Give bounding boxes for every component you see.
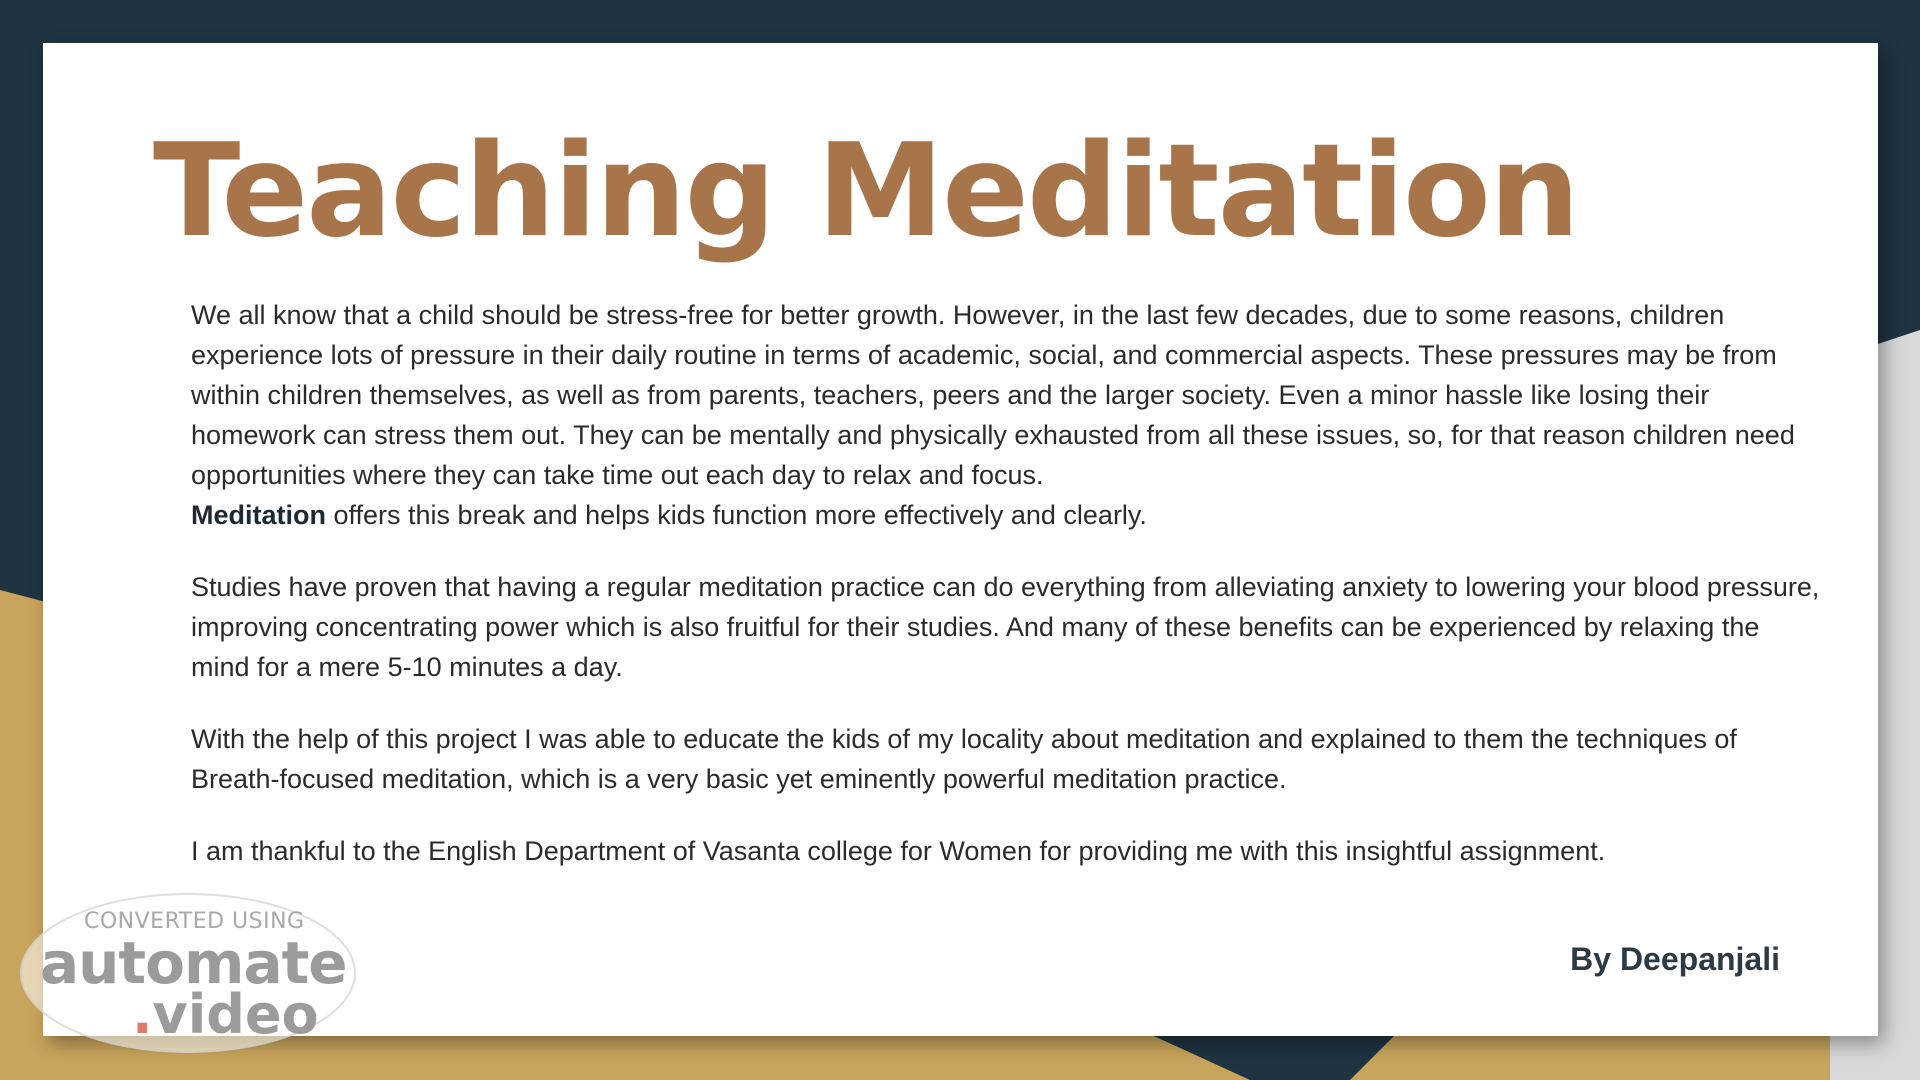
paragraph-studies: Studies have proven that having a regular meditation practice can do everything from alleviating anxiety to lowering your blood pressure, improving concentrating power which is also fruitful for their studies. And many of these benefits can be experienced by relaxing the mind for a mere 5-10 minutes a day. — [191, 572, 1820, 682]
meditation-bold-term: Meditation — [191, 500, 326, 530]
paragraph-intro — [191, 295, 1821, 535]
watermark-automate-text: automate — [40, 929, 347, 997]
paragraph-project: With the help of this project I was able to educate the kids of my locality about meditation and explained to them the techniques of Breath-focused meditation, which is a very basic yet eminently powerful meditation practice. — [191, 724, 1737, 794]
paragraph-intro-continuation: offers this break and helps kids function more effectively and clearly. — [326, 500, 1147, 530]
slide-card — [43, 43, 1878, 1036]
watermark-converted-text: CONVERTED USING — [84, 909, 305, 934]
watermark-badge — [20, 893, 356, 1053]
watermark-dot: . — [132, 983, 153, 1046]
watermark-video-text — [132, 983, 319, 1046]
slide-body — [191, 295, 1821, 903]
author-credit: By Deepanjali — [1570, 941, 1780, 977]
paragraph-thanks: I am thankful to the English Department of Vasanta college for Women for providing me with this insightful assignment. — [191, 836, 1606, 866]
paragraph-intro-text: We all know that a child should be stress-free for better growth. However, in the last few decades, due to some reasons, children experience lots of pressure in their daily routine in terms of academic, social, and commercial aspects. These pressures may be from within children themselves, as well as from parents, teachers, peers and the larger society. Even a minor hassle like losing their homework can stress them out. They can be mentally and physically exhausted from all these issues, so, for that reason children need opportunities where they can take time out each day to relax and focus. — [191, 300, 1795, 490]
slide-title: Teaching Meditation — [153, 117, 1579, 266]
watermark-video-word: video — [152, 983, 319, 1046]
